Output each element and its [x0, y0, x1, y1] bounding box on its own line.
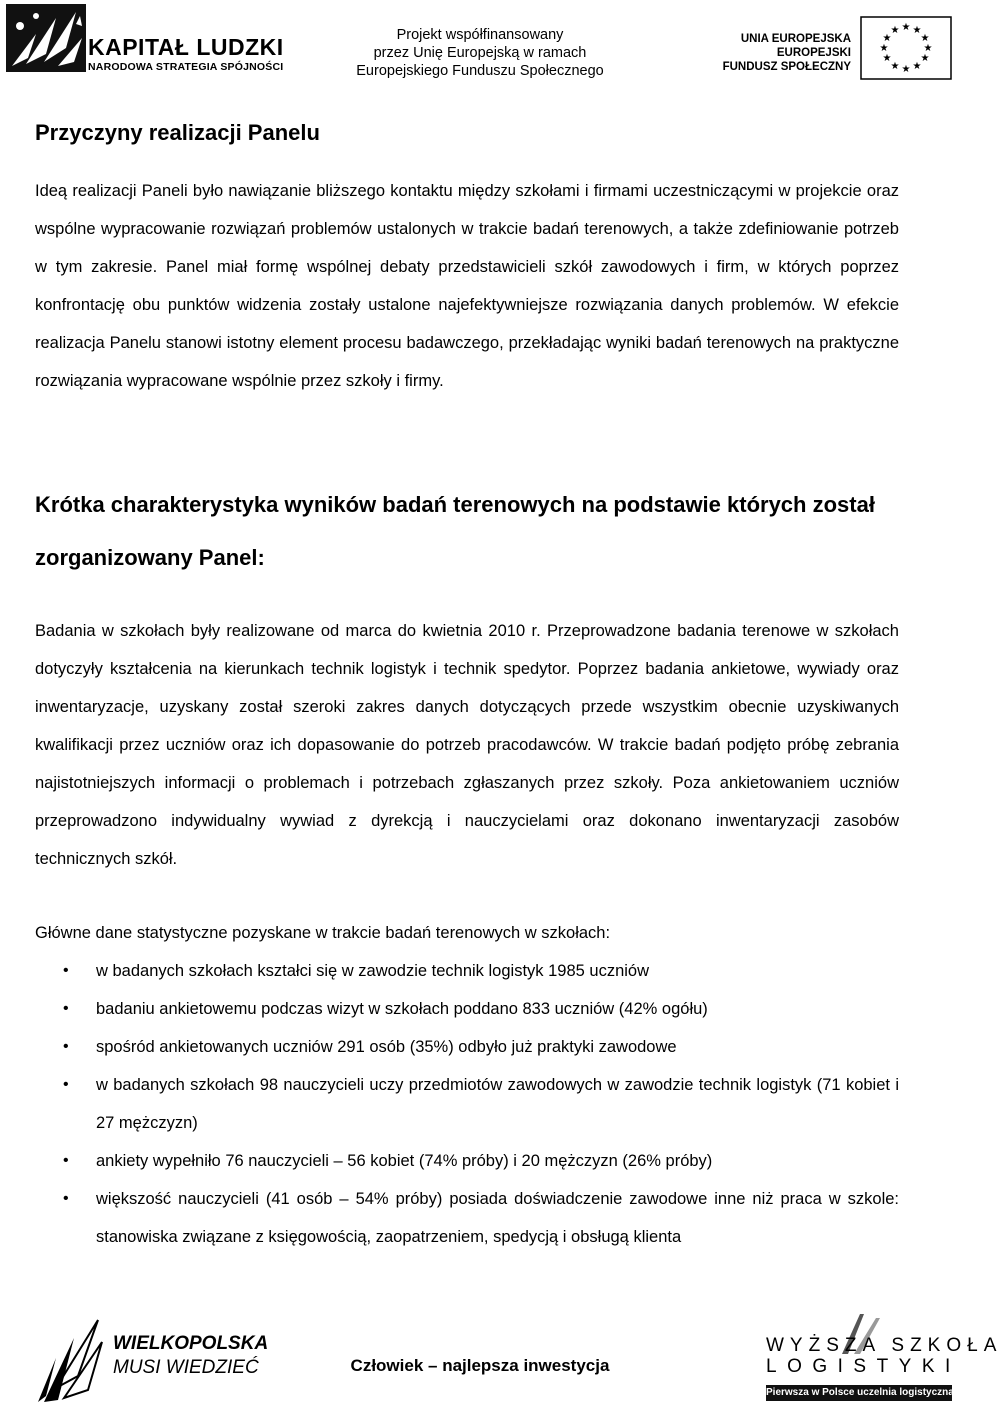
bullet-icon: •: [63, 1038, 69, 1055]
list-item-text: ankiety wypełniło 76 nauczycieli – 56 kobiet (74% próby) i 20 mężczyzn (26% próby): [96, 1152, 713, 1170]
svg-text:★: ★: [912, 61, 922, 72]
bullet-icon: •: [63, 962, 69, 979]
svg-text:★: ★: [901, 22, 911, 33]
cofinancing-line: Projekt współfinansowany: [396, 27, 564, 43]
page-header: [0, 0, 960, 95]
bullet-icon: •: [63, 1000, 69, 1017]
svg-text:★: ★: [923, 43, 933, 54]
wsl-name-line1: WYŻSZA SZKOŁA: [766, 1335, 1002, 1356]
list-item-text: większość nauczycieli (41 osób – 54% próby) posiada doświadczenie zawodowe inne niż praca w szkole: stanowiska związane z księgowością, zaopatrzeniem, spedycją i obsługą klienta: [96, 1190, 899, 1246]
cofinancing-line: przez Unię Europejską w ramach: [373, 45, 587, 61]
footer-slogan: Człowiek – najlepsza inwestycja: [350, 1356, 610, 1375]
wsl-name-line2: LOGISTYKI: [766, 1356, 961, 1377]
svg-text:★: ★: [882, 33, 892, 44]
list-item: [35, 952, 899, 990]
list-item: [35, 1028, 899, 1066]
list-item: [35, 1066, 899, 1142]
page-footer: [0, 1300, 1002, 1406]
bullet-icon: •: [63, 1152, 69, 1169]
kapital-ludzki-subtitle: NARODOWA STRATEGIA SPÓJNOŚCI: [88, 61, 284, 73]
list-item: [35, 1142, 899, 1180]
list-item-text: w badanych szkołach kształci się w zawodzie technik logistyk 1985 uczniów: [96, 962, 650, 980]
statistics-list: [35, 952, 899, 1256]
svg-text:★: ★: [920, 53, 930, 64]
cofinancing-note: [330, 26, 630, 80]
svg-text:★: ★: [912, 25, 922, 36]
svg-text:★: ★: [920, 33, 930, 44]
cofinancing-line: Europejskiego Funduszu Społecznego: [356, 63, 604, 79]
kapital-ludzki-title: KAPITAŁ LUDZKI: [88, 34, 284, 60]
wsl-tagline: Pierwsza w Polsce uczelnia logistyczna: [766, 1385, 952, 1401]
bullet-icon: •: [63, 1076, 69, 1093]
list-item-text: badaniu ankietowemu podczas wizyt w szkołach poddano 833 uczniów (42% ogółu): [96, 1000, 708, 1018]
kapital-ludzki-logo-icon: [6, 4, 86, 72]
svg-text:★: ★: [882, 53, 892, 64]
svg-text:★: ★: [890, 25, 900, 36]
eu-label: [714, 32, 851, 74]
list-item-text: w badanych szkołach 98 nauczycieli uczy przedmiotów zawodowych w zawodzie technik logistyk (71 kobiet i 27 mężczyzn): [96, 1076, 899, 1132]
statistics-intro: Główne dane statystyczne pozyskane w trakcie badań terenowych w szkołach:: [35, 924, 611, 942]
svg-text:★: ★: [890, 61, 900, 72]
svg-text:★: ★: [901, 64, 911, 75]
wielkopolska-subtitle: MUSI WIEDZIEĆ: [113, 1357, 259, 1378]
list-item: [35, 1180, 899, 1256]
wielkopolska-logo-icon: [34, 1318, 104, 1404]
wielkopolska-title: WIELKOPOLSKA: [113, 1333, 269, 1354]
section-heading-results: Krótka charakterystyka wyników badań terenowych na podstawie których został zorganizowany Panel:: [35, 492, 875, 570]
section-heading-reasons: Przyczyny realizacji Panelu: [35, 120, 320, 145]
list-item: [35, 990, 899, 1028]
bullet-icon: •: [63, 1190, 69, 1207]
eu-title: UNIA EUROPEJSKA: [740, 33, 851, 45]
eu-flag-icon: [860, 16, 952, 80]
list-item-text: spośród ankietowanych uczniów 291 osób (35%) odbyło już praktyki zawodowe: [96, 1038, 677, 1056]
eu-fund-line: EUROPEJSKI: [776, 47, 851, 59]
reasons-paragraph: Ideą realizacji Paneli było nawiązanie bliższego kontaktu między szkołami i firmami uczestniczącymi w projekcie oraz wspólne wypracowanie rozwiązań problemów ustalonych w trakcie badań terenowych, a także zdefiniowanie potrzeb w tym zakresie. Panel miał formę wspólnej debaty przedstawicieli szkół zawodowych i firm, w których poprzez konfrontację obu punktów widzenia zostały ustalone najefektywniejsze rozwiązania danych problemów. W efekcie realizacja Panelu stanowi istotny element procesu badawczego, przekładając wyniki badań terenowych na praktyczne rozwiązania wypracowane wspólnie przez szkoły i firmy.: [35, 182, 899, 390]
eu-fund-line: FUNDUSZ SPOŁECZNY: [722, 61, 851, 73]
svg-text:★: ★: [879, 43, 889, 54]
results-paragraph: Badania w szkołach były realizowane od marca do kwietnia 2010 r. Przeprowadzone badania terenowe w szkołach dotyczyły kształcenia na kierunkach technik logistyk i technik spedytor. Poprzez badania ankietowe, wywiady oraz inwentaryzacje, uzyskany został szeroki zakres danych dotyczących przede wszystkim obecnie uzyskiwanych kwalifikacji przez uczniów oraz ich dopasowanie do potrzeb pracodawców. W trakcie badań podjęto próbę zebrania najistotniejszych informacji o problemach i potrzebach zgłaszanych przez szkoły. Poza ankietowaniem uczniów przeprowadzono indywidualny wywiad z dyrekcją i nauczycielami oraz dokonano inwentaryzacji zasobów technicznych szkół.: [35, 622, 899, 868]
